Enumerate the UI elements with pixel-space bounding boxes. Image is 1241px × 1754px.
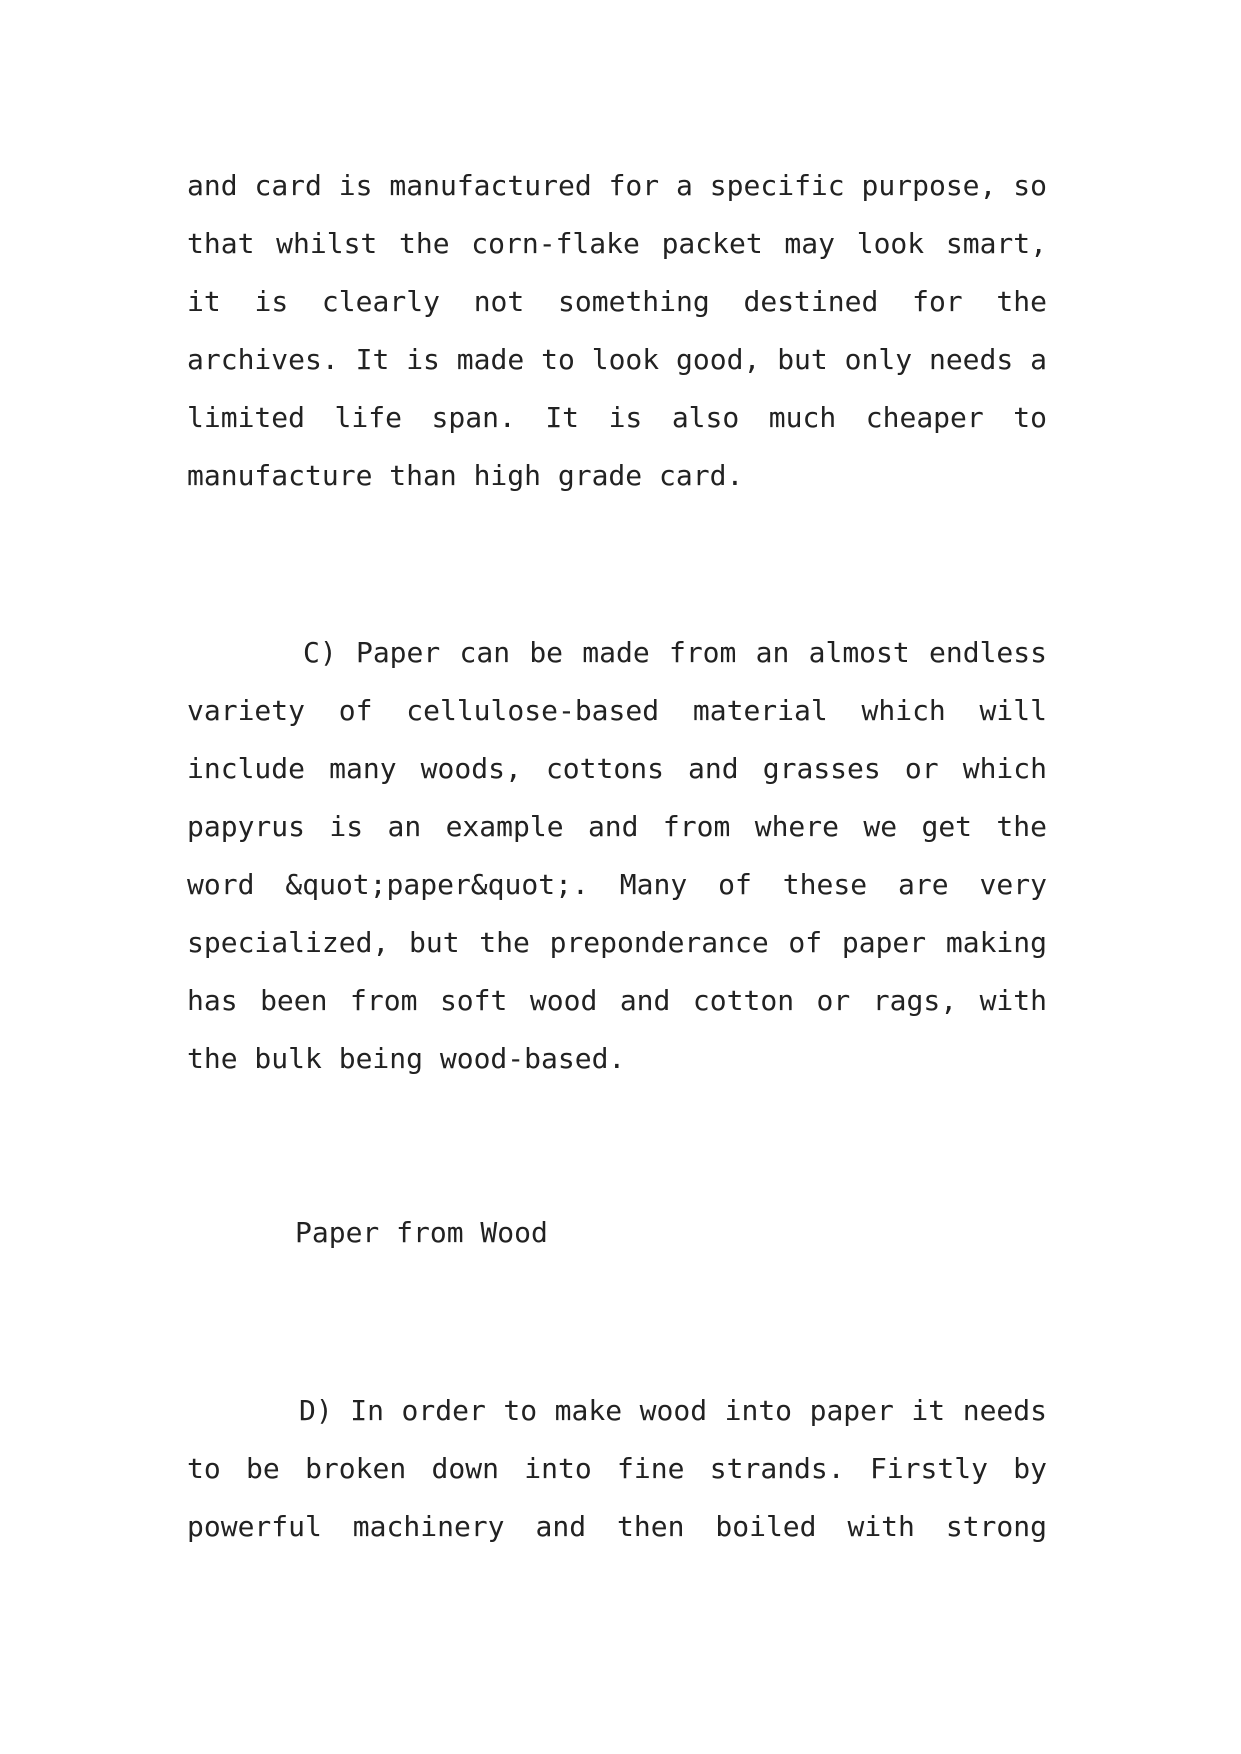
paragraph-d-wood-into-paper: D) In order to make wood into paper it needs to be broken down into fine strands. Firstly by powerful machinery and then boiled with strong bbox=[187, 1394, 1047, 1543]
section-heading-paper-from-wood: Paper from Wood bbox=[295, 1216, 548, 1249]
paragraph-card-manufacture: and card is manufactured for a specific purpose, so that whilst the corn-flake packet may look smart, it is clearly not something destined for the archives. It is made to look good, but only needs a limited life span. It is also much cheaper to manufacture than high grade card. bbox=[187, 169, 1047, 492]
paragraph-c-cellulose-materials: C) Paper can be made from an almost endless variety of cellulose-based material which will include many woods, cottons and grasses or which papyrus is an example and from where we get the word &quot;paper&quot;. Many of these are very specialized, but the preponderance of paper making has been from soft wood and cotton or rags, with the bulk being wood-based. bbox=[187, 636, 1047, 1075]
